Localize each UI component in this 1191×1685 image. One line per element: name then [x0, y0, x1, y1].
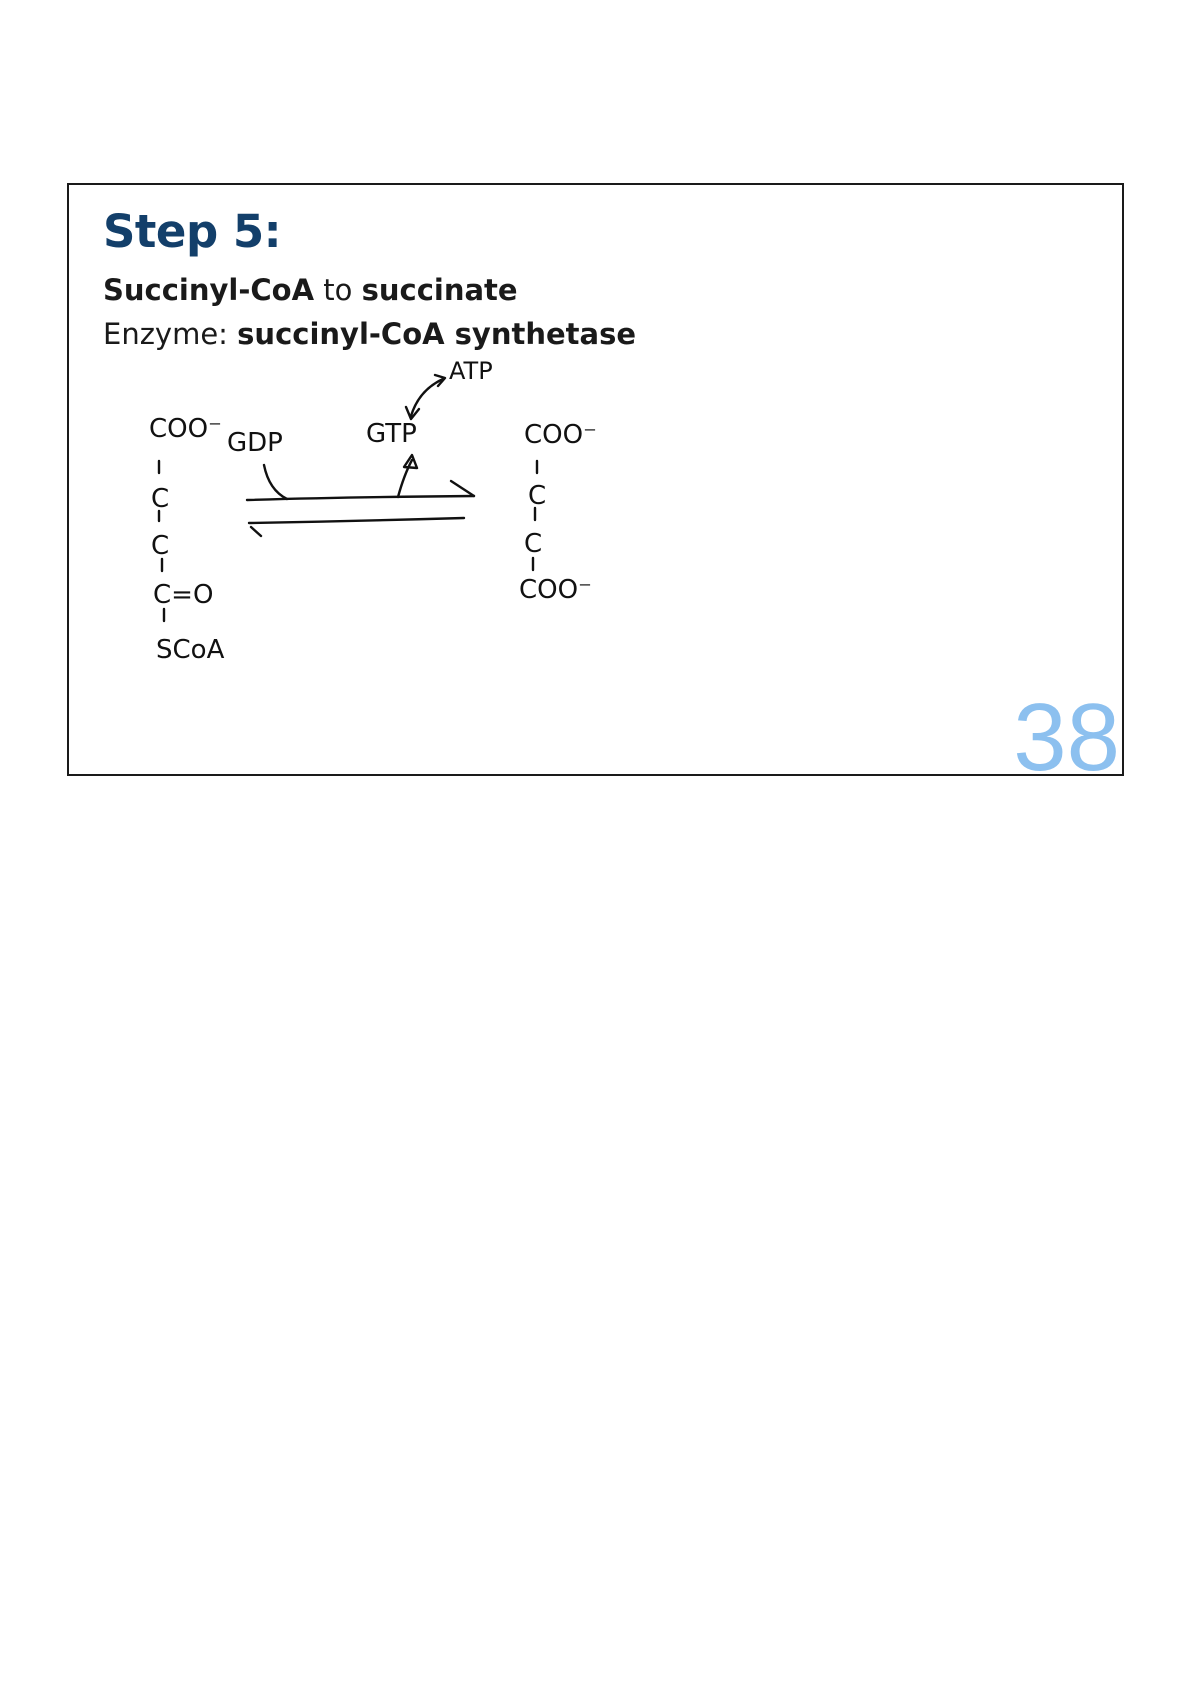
substrate-name: Succinyl-CoA: [103, 273, 315, 307]
reactant-atom-3: C: [151, 531, 170, 561]
gdp-label: GDP: [227, 428, 283, 458]
product-atom-4: COO⁻: [519, 575, 592, 605]
reactant-atom-2: C: [151, 484, 170, 514]
reactant-atom-4: C=O: [153, 580, 214, 610]
atp-label: ATP: [449, 357, 493, 385]
product-atom-2: C: [528, 481, 547, 511]
slide: [67, 183, 1124, 776]
slide-title: Step 5:: [103, 205, 282, 258]
product-name: succinate: [361, 273, 518, 307]
reactant-structure: [149, 414, 225, 665]
reaction-diagram: [69, 185, 1124, 776]
reactant-atom-1: COO⁻: [149, 414, 222, 444]
product-atom-1: COO⁻: [524, 420, 597, 450]
product-atom-3: C: [524, 529, 543, 559]
reactant-atom-5: SCoA: [156, 635, 225, 665]
product-structure: [519, 420, 597, 605]
enzyme-name: succinyl-CoA synthetase: [237, 317, 637, 351]
enzyme-label: Enzyme:: [103, 317, 238, 351]
connector-text: to: [314, 273, 362, 307]
slide-number: 38: [1013, 684, 1120, 776]
gtp-label: GTP: [366, 419, 417, 449]
